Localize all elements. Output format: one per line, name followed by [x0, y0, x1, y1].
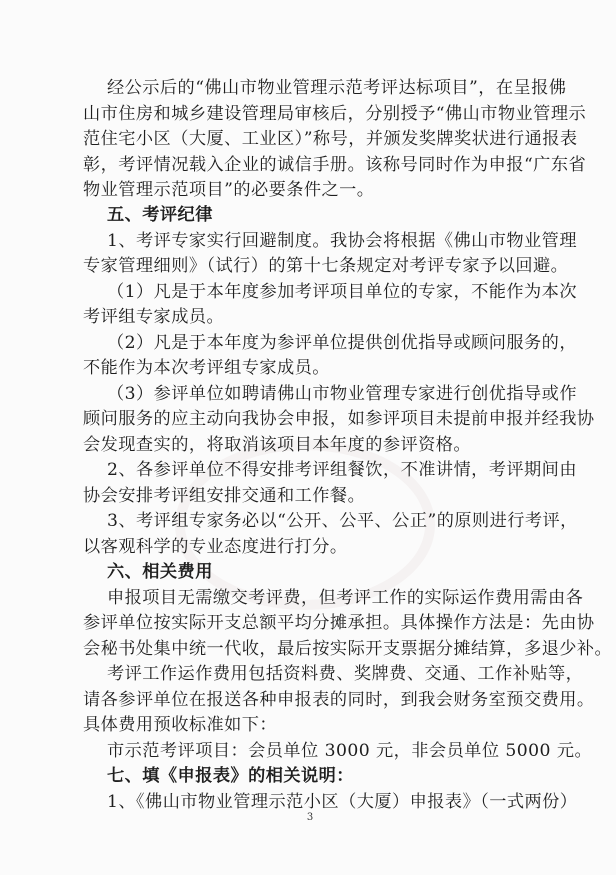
- paragraph-line: 山市住房和城乡建设管理局审核后，分别授予“佛山市物业管理示: [83, 104, 587, 124]
- paragraph-line: （2）凡是于本年度为参评单位提供创优指导或顾问服务的，: [107, 333, 577, 353]
- paragraph-line: （3）参评单位如聘请佛山市物业管理专家进行创优指导或作: [107, 384, 577, 404]
- paragraph-line: 物业管理示范项目”的必要条件之一。: [83, 180, 375, 200]
- paragraph-line: （1）凡是于本年度参加考评项目单位的专家，不能作为本次: [107, 282, 577, 302]
- paragraph-line: 以客观科学的专业态度进行打分。: [83, 537, 348, 557]
- paragraph-line: 不能作为本次考评组专家成员。: [83, 358, 330, 378]
- paragraph-line: 1、《佛山市物业管理示范小区（大厦）申报表》（一式两份）: [107, 792, 578, 812]
- paragraph-line: 2、各参评单位不得安排考评组餐饮，不准讲情，考评期间由: [107, 460, 577, 480]
- section-heading: 六、相关费用: [107, 562, 213, 582]
- paragraph-line: 范住宅小区（大厦、工业区）”称号，并颁发奖牌奖状进行通报表: [83, 129, 578, 149]
- paragraph-line: 具体费用预收标准如下：: [83, 715, 278, 735]
- section-heading: 五、考评纪律: [107, 205, 213, 225]
- paragraph-line: 参评单位按实际开支总额平均分摊承担。具体操作方法是：先由协: [83, 613, 595, 633]
- section-heading: 七、填《申报表》的相关说明：: [107, 766, 354, 786]
- paragraph-line: 考评工作运作费用包括资料费、奖牌费、交通、工作补贴等，: [107, 664, 584, 684]
- paragraph-line: 会秘书处集中统一代收，最后按实际开支票据分摊结算，多退少补。: [83, 639, 613, 659]
- paragraph-line: 市示范考评项目：会员单位 3000 元，非会员单位 5000 元。: [107, 741, 593, 761]
- paragraph-line: 会发现查实的，将取消该项目本年度的参评资格。: [83, 435, 472, 455]
- paragraph-line: 申报项目无需缴交考评费，但考评工作的实际运作费用需由各: [107, 588, 584, 608]
- paragraph-line: 3、考评组专家务必以“公开、公平、公正”的原则进行考评，: [107, 511, 578, 531]
- paragraph-line: 考评组专家成员。: [83, 307, 225, 327]
- paragraph-line: 协会安排考评组安排交通和工作餐。: [83, 486, 366, 506]
- paragraph-line: 经公示后的“佛山市物业管理示范考评达标项目”，在呈报佛: [107, 78, 567, 98]
- paragraph-line: 1、考评专家实行回避制度。我协会将根据《佛山市物业管理: [107, 231, 577, 251]
- paragraph-line: 专家管理细则》（试行）的第十七条规定对考评专家予以回避。: [83, 256, 569, 276]
- paragraph-line: 彰，考评情况载入企业的诚信手册。该称号同时作为申报“广东省: [83, 155, 587, 175]
- paragraph-line: 请各参评单位在报送各种申报表的同时，到我会财务室预交费用。: [83, 690, 595, 710]
- page-number: 3: [306, 812, 314, 823]
- paragraph-line: 顾问服务的应主动向我协会申报，如参评项目未提前申报并经我协: [83, 409, 595, 429]
